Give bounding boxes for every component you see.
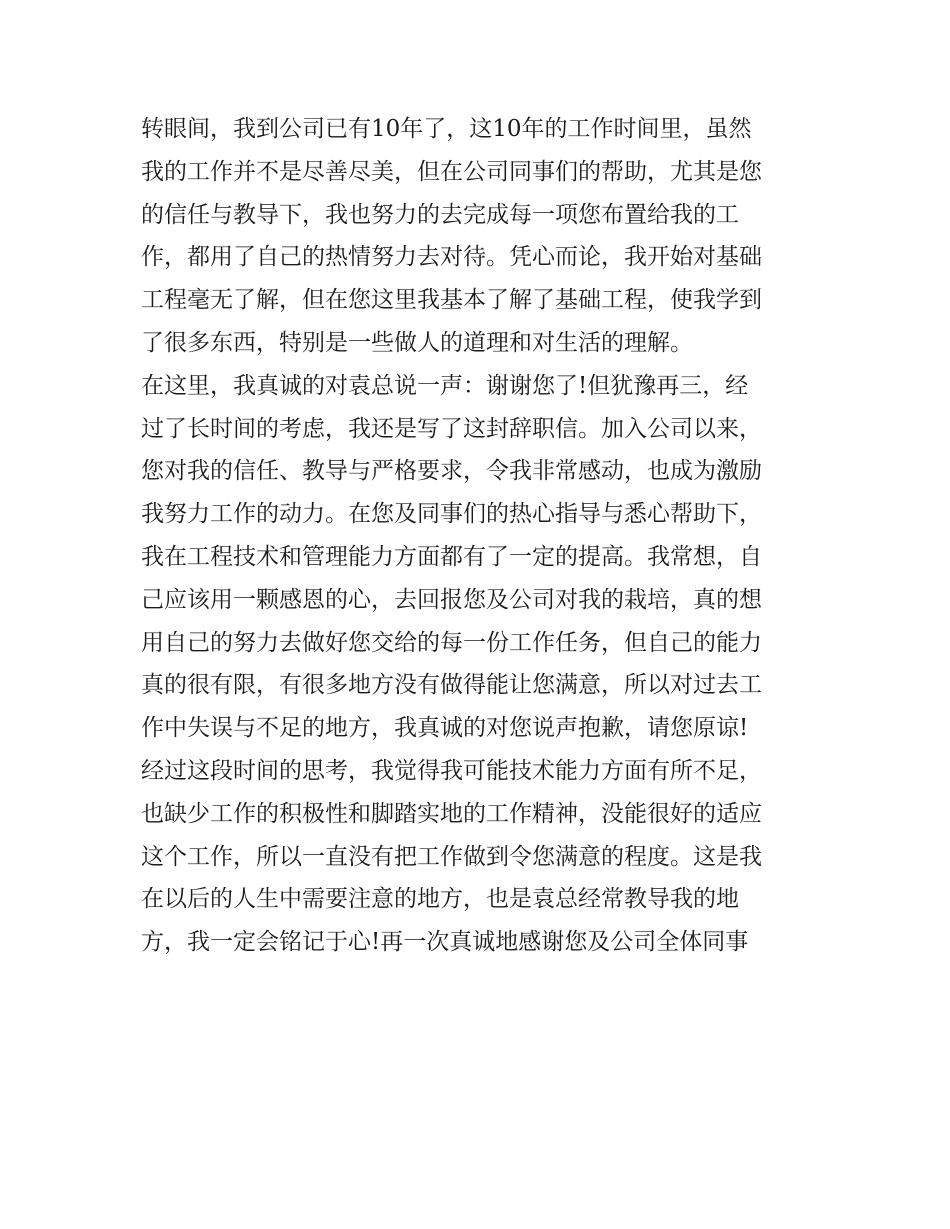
text-line: 经过这段时间的思考，我觉得我可能技术能力方面有所不足， xyxy=(141,757,762,784)
text-line: 己应该用一颗感恩的心，去回报您及公司对我的栽培，真的想 xyxy=(141,586,762,613)
text-line: 作，都用了自己的热情努力去对待。凭心而论，我开始对基础 xyxy=(141,244,762,271)
text-line: 这个工作，所以一直没有把工作做到令您满意的程度。这是我 xyxy=(141,843,762,870)
text-line: 真的很有限，有很多地方没有做得能让您满意，所以对过去工 xyxy=(141,672,762,699)
text-line: 您对我的信任、教导与严格要求，令我非常感动，也成为激励 xyxy=(141,458,762,485)
text-line: 过了长时间的考虑，我还是写了这封辞职信。加入公司以来， xyxy=(141,415,762,442)
letter-body xyxy=(141,108,821,964)
text-line: 我的工作并不是尽善尽美，但在公司同事们的帮助，尤其是您 xyxy=(141,158,762,185)
text-line: 我在工程技术和管理能力方面都有了一定的提高。我常想，自 xyxy=(141,543,762,570)
text-line: 方，我一定会铭记于心!再一次真诚地感谢您及公司全体同事 xyxy=(141,929,749,956)
text-line: 在这里，我真诚的对袁总说一声：谢谢您了!但犹豫再三，经 xyxy=(141,372,749,399)
text-line: 作中失误与不足的地方，我真诚的对您说声抱歉，请您原谅! xyxy=(141,715,749,742)
text-line: 的信任与教导下，我也努力的去完成每一项您布置给我的工 xyxy=(141,201,739,228)
text-line: 在以后的人生中需要注意的地方，也是袁总经常教导我的地 xyxy=(141,886,739,913)
text-line: 了很多东西，特别是一些做人的道理和对生活的理解。 xyxy=(141,329,693,356)
text-line: 转眼间，我到公司已有10年了，这10年的工作时间里，虽然 xyxy=(141,116,752,142)
text-line: 用自己的努力去做好您交给的每一份工作任务，但自己的能力 xyxy=(141,629,762,656)
text-line: 工程毫无了解，但在您这里我基本了解了基础工程，使我学到 xyxy=(141,287,762,314)
text-line: 也缺少工作的积极性和脚踏实地的工作精神，没能很好的适应 xyxy=(141,800,762,827)
text-line: 我努力工作的动力。在您及同事们的热心指导与悉心帮助下， xyxy=(141,501,762,528)
